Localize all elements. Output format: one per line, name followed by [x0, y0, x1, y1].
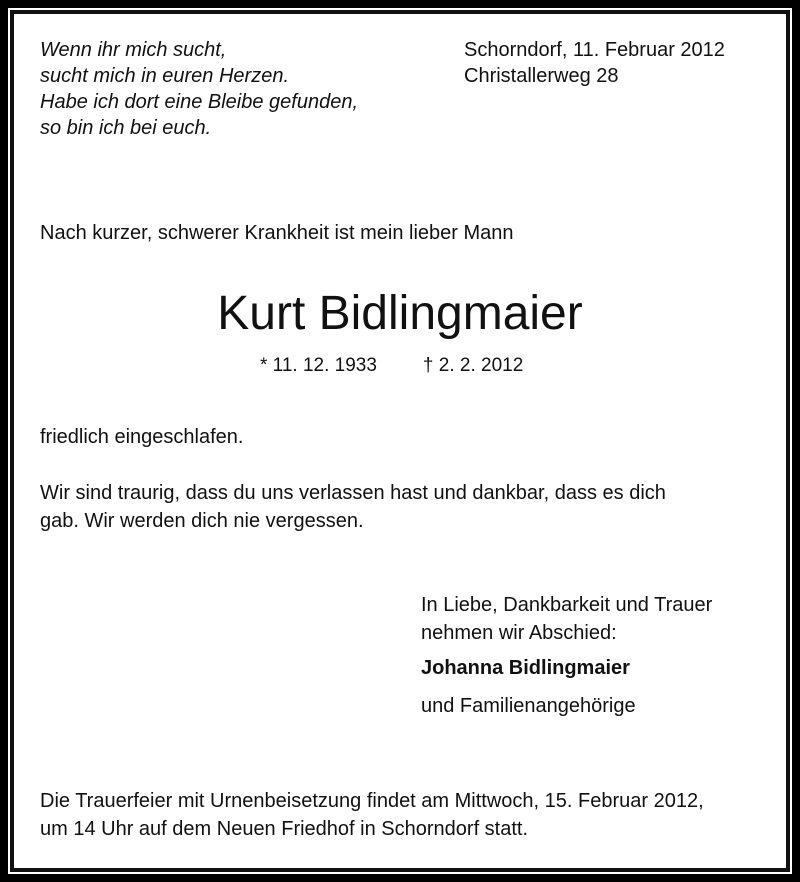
- funeral-line: Die Trauerfeier mit Urnenbeisetzung findet am Mittwoch, 15. Februar 2012,: [40, 790, 704, 812]
- intro-text: Nach kurzer, schwerer Krankheit ist mein lieber Mann: [40, 222, 514, 244]
- poem-line: sucht mich in euren Herzen.: [40, 65, 290, 87]
- farewell-line: nehmen wir Abschied:: [421, 622, 617, 644]
- message-line: Wir sind traurig, dass du uns verlassen hast und dankbar, dass es dich: [40, 482, 666, 504]
- message-line: gab. Wir werden dich nie vergessen.: [40, 510, 364, 532]
- death-date: † 2. 2. 2012: [422, 355, 524, 376]
- address: Christallerweg 28: [464, 65, 619, 87]
- poem: [40, 37, 358, 141]
- funeral-line: um 14 Uhr auf dem Neuen Friedhof in Schorndorf statt.: [40, 818, 529, 840]
- poem-line: Wenn ihr mich sucht,: [40, 39, 227, 61]
- deceased-name: Kurt Bidlingmaier: [217, 287, 583, 340]
- poem-line: Habe ich dort eine Bleibe gefunden,: [40, 91, 359, 113]
- place-block: [464, 37, 725, 89]
- place-date: Schorndorf, 11. Februar 2012: [464, 39, 725, 61]
- passed-text: friedlich eingeschlafen.: [40, 426, 244, 448]
- relatives-text: und Familienangehörige: [421, 695, 636, 717]
- farewell-line: In Liebe, Dankbarkeit und Trauer: [421, 594, 713, 616]
- birth-date: * 11. 12. 1933: [260, 355, 377, 376]
- poem-line: so bin ich bei euch.: [40, 117, 212, 139]
- life-dates: [260, 354, 523, 378]
- mourner-name: Johanna Bidlingmaier: [421, 657, 630, 679]
